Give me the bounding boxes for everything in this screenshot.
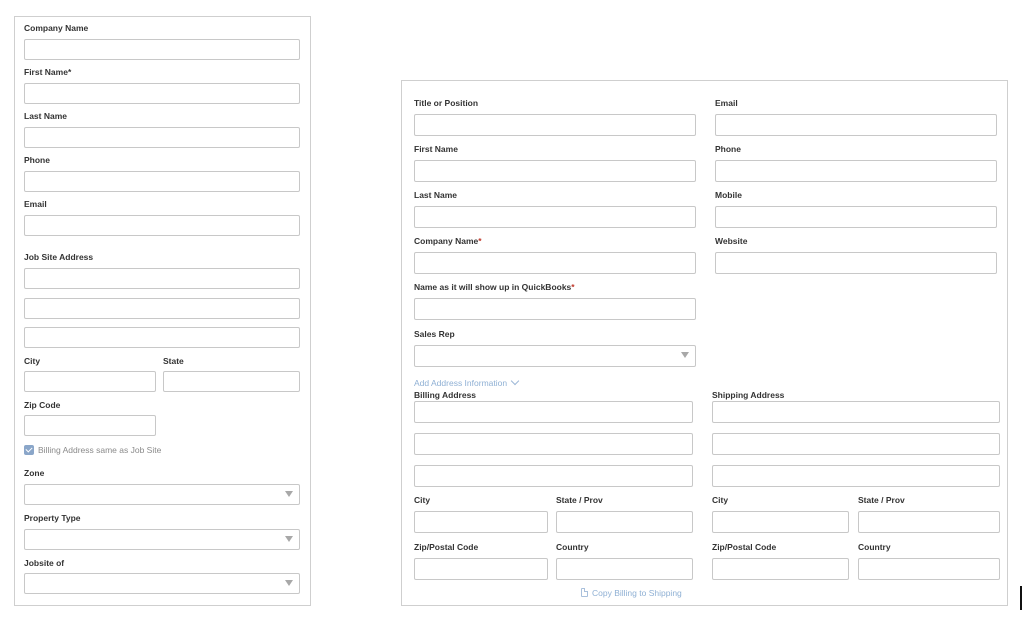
billing-state-label: State / Prov	[556, 495, 603, 505]
company-name-label: Company Name	[24, 23, 89, 33]
first-name-input[interactable]	[24, 83, 300, 104]
email-label: Email	[24, 199, 47, 209]
jobsite-of-label: Jobsite of	[24, 558, 65, 568]
company-name-input[interactable]	[414, 252, 696, 274]
last-name-label: Last Name	[414, 190, 457, 200]
last-name-label: Last Name	[24, 111, 67, 121]
last-name-input[interactable]	[24, 127, 300, 148]
shipping-country-input[interactable]	[858, 558, 1000, 580]
first-name-label: First Name	[414, 144, 458, 154]
copy-icon	[581, 588, 588, 597]
zip-code-label: Zip Code	[24, 400, 61, 410]
city-label: City	[24, 356, 41, 366]
job-site-address-label: Job Site Address	[24, 252, 94, 262]
shipping-country-label: Country	[858, 542, 891, 552]
email-input[interactable]	[715, 114, 997, 136]
email-input[interactable]	[24, 215, 300, 236]
billing-city-label: City	[414, 495, 431, 505]
job-site-form-panel	[14, 16, 311, 606]
shipping-zip-label: Zip/Postal Code	[712, 542, 777, 552]
quickbooks-name-input[interactable]	[414, 298, 696, 320]
zone-select[interactable]	[24, 484, 300, 505]
billing-same-label: Billing Address same as Job Site	[38, 445, 162, 455]
property-type-select[interactable]	[24, 529, 300, 550]
shipping-address-line3-input[interactable]	[712, 465, 1000, 487]
shipping-address-line2-input[interactable]	[712, 433, 1000, 455]
company-name-label: Company Name*	[414, 236, 482, 246]
property-type-label: Property Type	[24, 513, 81, 523]
required-mark: *	[478, 236, 482, 246]
mobile-label: Mobile	[715, 190, 742, 200]
job-site-address-line1-input[interactable]	[24, 268, 300, 289]
billing-zip-input[interactable]	[414, 558, 548, 580]
shipping-state-label: State / Prov	[858, 495, 905, 505]
billing-country-input[interactable]	[556, 558, 693, 580]
website-input[interactable]	[715, 252, 997, 274]
website-label: Website	[715, 236, 748, 246]
phone-label: Phone	[24, 155, 50, 165]
mobile-input[interactable]	[715, 206, 997, 228]
sales-rep-select[interactable]	[414, 345, 696, 367]
billing-state-input[interactable]	[556, 511, 693, 533]
jobsite-of-select[interactable]	[24, 573, 300, 594]
phone-label: Phone	[715, 144, 741, 154]
zip-code-input[interactable]	[24, 415, 156, 436]
quickbooks-name-label: Name as it will show up in QuickBooks*	[414, 282, 575, 292]
title-position-label: Title or Position	[414, 98, 479, 108]
shipping-state-input[interactable]	[858, 511, 1000, 533]
email-label: Email	[715, 98, 738, 108]
chevron-down-icon	[681, 352, 689, 358]
city-input[interactable]	[24, 371, 156, 392]
sales-rep-label: Sales Rep	[414, 329, 455, 339]
job-site-address-line2-input[interactable]	[24, 298, 300, 319]
billing-address-label: Billing Address	[414, 390, 477, 400]
chevron-down-icon	[285, 580, 293, 586]
state-input[interactable]	[163, 371, 300, 392]
phone-input[interactable]	[715, 160, 997, 182]
first-name-label: First Name*	[24, 67, 72, 77]
billing-address-line2-input[interactable]	[414, 433, 693, 455]
billing-address-line3-input[interactable]	[414, 465, 693, 487]
chevron-down-icon	[511, 377, 519, 385]
shipping-city-label: City	[712, 495, 729, 505]
text-cursor-icon	[1020, 586, 1022, 610]
billing-address-line1-input[interactable]	[414, 401, 693, 423]
shipping-zip-input[interactable]	[712, 558, 849, 580]
job-site-address-line3-input[interactable]	[24, 327, 300, 348]
required-mark: *	[67, 67, 72, 77]
company-name-input[interactable]	[24, 39, 300, 60]
state-label: State	[163, 356, 184, 366]
billing-country-label: Country	[556, 542, 589, 552]
add-address-information-link[interactable]: Add Address Information	[414, 378, 518, 388]
required-mark: *	[571, 282, 575, 292]
contact-form-panel	[401, 80, 1008, 606]
chevron-down-icon	[285, 536, 293, 542]
billing-city-input[interactable]	[414, 511, 548, 533]
chevron-down-icon	[285, 491, 293, 497]
copy-billing-to-shipping-link[interactable]: Copy Billing to Shipping	[592, 588, 682, 598]
title-position-input[interactable]	[414, 114, 696, 136]
phone-input[interactable]	[24, 171, 300, 192]
billing-same-checkbox[interactable]	[24, 445, 34, 455]
shipping-city-input[interactable]	[712, 511, 849, 533]
first-name-input[interactable]	[414, 160, 696, 182]
last-name-input[interactable]	[414, 206, 696, 228]
shipping-address-label: Shipping Address	[712, 390, 785, 400]
shipping-address-line1-input[interactable]	[712, 401, 1000, 423]
zone-label: Zone	[24, 468, 45, 478]
billing-zip-label: Zip/Postal Code	[414, 542, 479, 552]
